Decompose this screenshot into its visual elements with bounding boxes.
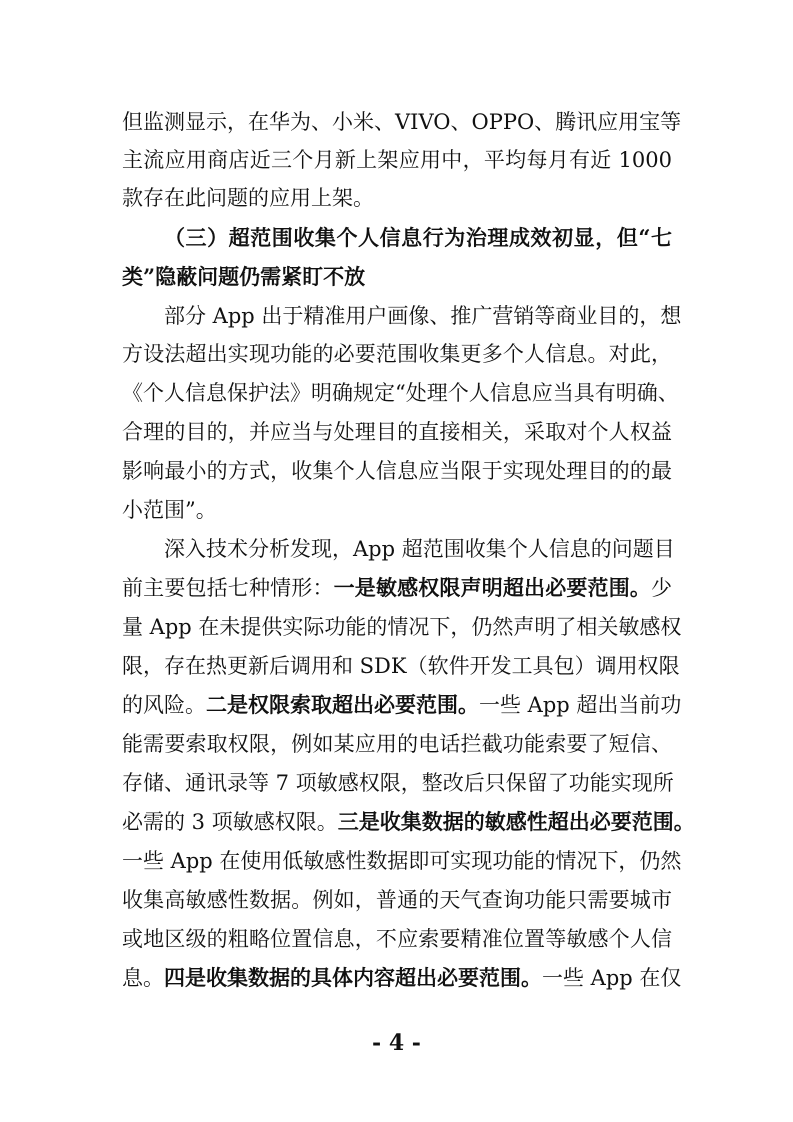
- body-line: 但监测显示，在华为、小米、VIVO、OPPO、腾讯应用宝等: [122, 110, 682, 134]
- body-line: 小范围”。: [122, 498, 217, 522]
- body-line: [122, 808, 695, 836]
- section-heading-line: 类”隐蔽问题仍需紧盯不放: [122, 264, 366, 289]
- body-line: 方设法超出实现功能的必要范围收集更多个人信息。对此，: [122, 342, 672, 366]
- page-number: - 4 -: [372, 1030, 421, 1056]
- body-line: 存储、通讯录等 7 项敏感权限，整改后只保留了功能实现所: [122, 771, 674, 795]
- bold-run: 一是敏感权限声明超出必要范围。: [333, 575, 652, 600]
- body-line: 款存在此问题的应用上架。: [122, 186, 374, 210]
- bold-run: 三是收集数据的敏感性超出必要范围。: [337, 809, 695, 834]
- body-line: 一些 App 在使用低敏感性数据即可实现功能的情况下，仍然: [122, 849, 682, 873]
- body-line: [122, 691, 682, 719]
- text-run: 少: [651, 576, 673, 600]
- body-line: 部分 App 出于精准用户画像、推广营销等商业目的，想: [164, 304, 682, 328]
- body-line: 能需要索取权限，例如某应用的电话拦截功能索要了短信、: [122, 732, 672, 756]
- text-run: 的风险。: [122, 693, 206, 717]
- text-run: 必需的 3 项敏感权限。: [122, 810, 338, 834]
- body-line: 限，存在热更新后调用和 SDK（软件开发工具包）调用权限: [122, 654, 680, 678]
- text-run: 前主要包括七种情形：: [122, 576, 334, 600]
- text-run: 息。: [122, 966, 164, 990]
- text-run: 一些 App 超出当前功: [479, 693, 682, 717]
- body-line: 影响最小的方式，收集个人信息应当限于实现处理目的的最: [122, 459, 672, 483]
- bold-run: 四是收集数据的具体内容超出必要范围。: [164, 965, 542, 990]
- body-line: 合理的目的，并应当与处理目的直接相关，采取对个人权益: [122, 420, 672, 444]
- body-line: [122, 574, 672, 602]
- text-run: 一些 App 在仅: [542, 966, 682, 990]
- bold-run: 二是权限索取超出必要范围。: [206, 692, 479, 717]
- body-line: [122, 964, 682, 992]
- body-line: 收集高敏感性数据。例如，普通的天气查询功能只需要城市: [122, 888, 672, 912]
- body-line: 或地区级的粗略位置信息，不应索要精准位置等敏感个人信: [122, 927, 672, 951]
- body-line: 量 App 在未提供实际功能的情况下，仍然声明了相关敏感权: [122, 615, 682, 639]
- body-line: 深入技术分析发现，App 超范围收集个人信息的问题目: [164, 537, 675, 561]
- body-line: 主流应用商店近三个月新上架应用中，平均每月有近 1000: [122, 148, 672, 172]
- body-line: 《个人信息保护法》明确规定“处理个人信息应当具有明确、: [122, 381, 679, 405]
- section-heading-line: （三）超范围收集个人信息行为治理成效初显，但“七: [164, 225, 672, 250]
